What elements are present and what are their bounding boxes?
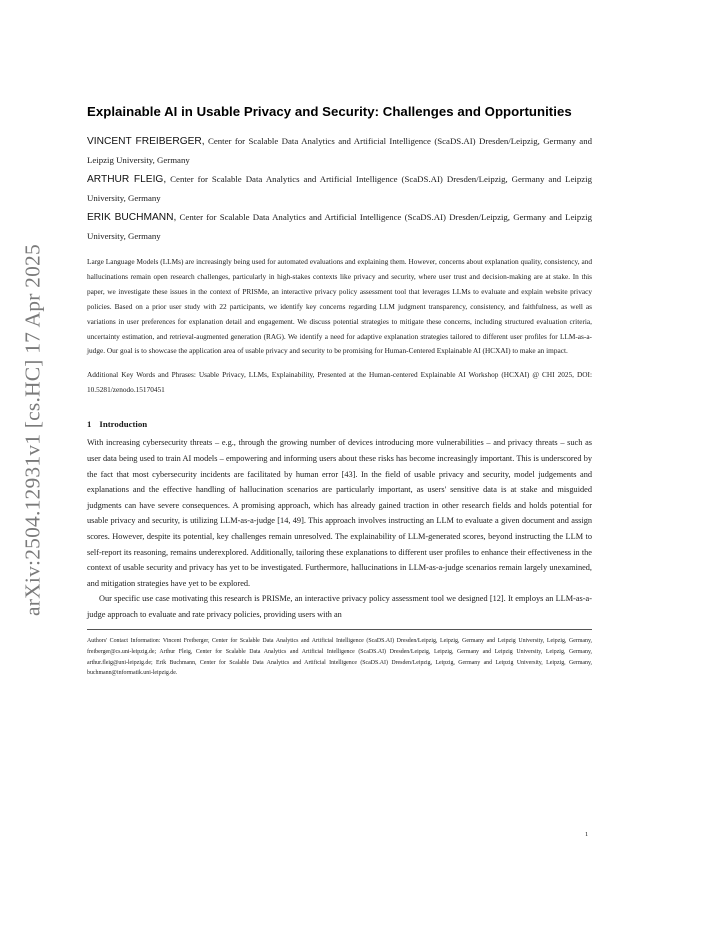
author-contact-footnote: Authors' Contact Information: Vincent Freiberger, Center for Scalable Data Analytics and Artificial Intelligence (ScaDS.AI) Dresden/Leipzig, Leipzig, Germany and Leipzig University, Leipzig, Germany, freiberger@cs.uni-leipzig.de; Arthur Fleig, Center for Scalable Data Analytics and Artificial Intelligence (ScaDS.AI) Dresden/Leipzig, Leipzig, Germany and Leipzig University, Leipzig, Germany, arthur.fleig@uni-leipzig.de; Erik Buchmann, Center for Scalable Data Analytics and Artificial Intelligence (ScaDS.AI) Dresden/Leipzig, Leipzig, Germany and Leipzig University, Leipzig, Germany, buchmann@informatik.uni-leipzig.de.	[87, 638, 592, 677]
arxiv-id-text: arXiv:2504.12931v1 [cs.HC] 17 Apr 2025	[20, 244, 45, 616]
section-heading	[87, 419, 592, 429]
section-title: Introduction	[99, 419, 148, 430]
author-name: ARTHUR FLEIG,	[87, 174, 167, 185]
author-name: VINCENT FREIBERGER,	[87, 136, 205, 147]
section-number: 1	[87, 419, 92, 430]
author-entry-1	[87, 132, 592, 170]
page-number: 1	[585, 831, 589, 838]
keywords: Additional Key Words and Phrases: Usable Privacy, LLMs, Explainability, Presented at the Human-centered Explainable AI Workshop (HCXAI) @ CHI 2025, DOI: 10.5281/zenodo.15170451	[87, 370, 592, 395]
author-affiliation: Center for Scalable Data Analytics and Artificial Intelligence (ScaDS.AI) Dresden/Leipzig, Germany and Leipzig University, Germany	[87, 136, 593, 165]
author-entry-3	[87, 208, 592, 246]
paper-first-page	[87, 104, 592, 679]
author-affiliation: Center for Scalable Data Analytics and Artificial Intelligence (ScaDS.AI) Dresden/Leipzig, Germany and Leipzig University, Germany	[87, 174, 592, 203]
author-affiliation: Center for Scalable Data Analytics and Artificial Intelligence (ScaDS.AI) Dresden/Leipzig, Germany and Leipzig University, Germany	[87, 212, 592, 241]
footnote-divider	[87, 629, 592, 630]
author-entry-2	[87, 170, 592, 208]
paper-title: Explainable AI in Usable Privacy and Security: Challenges and Opportunities	[87, 104, 572, 119]
body-paragraph: With increasing cybersecurity threats – e.g., through the growing number of devices introducing more vulnerabilities – and privacy threats – such as user data being used to train AI models – empowering and informing users about these risks has become increasingly important. This is underscored by the fact that most cybersecurity incidents are facilitated by human error [43]. In the field of usable privacy and security, model judgements and explanations and the effective handling of hallucination scenarios are particularly important, as users' sensitive data is at stake and misguided judgments can have severe consequences. A promising approach, which has already gained traction in other research fields and holds potential for usable privacy and security, is utilizing LLM-as-a-judge [14, 49]. This approach involves instructing an LLM to evaluate a given document and assign scores. However, despite its potential, key challenges remain unresolved. The explainability of LLM-generated scores, beyond instructing the LLM to self-report its reasoning, remains underexplored. Additionally, tailoring these explanations to different user profiles to enhance their effectiveness in the context of usable security and privacy has yet to be investigated. Furthermore, hallucinations in LLM-as-a-judge scenarios remain largely unexamined, and mitigation strategies have yet to be explored.	[87, 438, 592, 588]
body-paragraph: Our specific use case motivating this research is PRISMe, an interactive privacy policy assessment tool we designed [12]. It employs an LLM-as-a-judge approach to evaluate and rate privacy policies, providing users with an	[87, 594, 592, 619]
author-name: ERIK BUCHMANN,	[87, 212, 177, 223]
arxiv-sidebar-identifier	[8, 220, 58, 640]
abstract: Large Language Models (LLMs) are increasingly being used for automated evaluations and explaining them. However, concerns about explanation quality, consistency, and hallucinations remain open research challenges, particularly in high-stakes contexts like privacy and security, where user trust and decision-making are at stake. In this paper, we investigate these issues in the context of PRISMe, an interactive privacy policy assessment tool that leverages LLMs to evaluate and explain website privacy policies. Based on a prior user study with 22 participants, we identify key concerns regarding LLM judgment transparency, consistency, and faithfulness, as well as variations in user preferences for explanation detail and engagement. We discuss potential strategies to mitigate these concerns, including structured evaluation criteria, uncertainty estimation, and retrieval-augmented generation (RAG). We identify a need for adaptive explanation strategies tailored to different user profiles for LLM-as-a-judge. Our goal is to showcase the application area of usable privacy and security to be promising for Human-Centered Explainable AI (HCXAI) to make an impact.	[87, 257, 592, 356]
